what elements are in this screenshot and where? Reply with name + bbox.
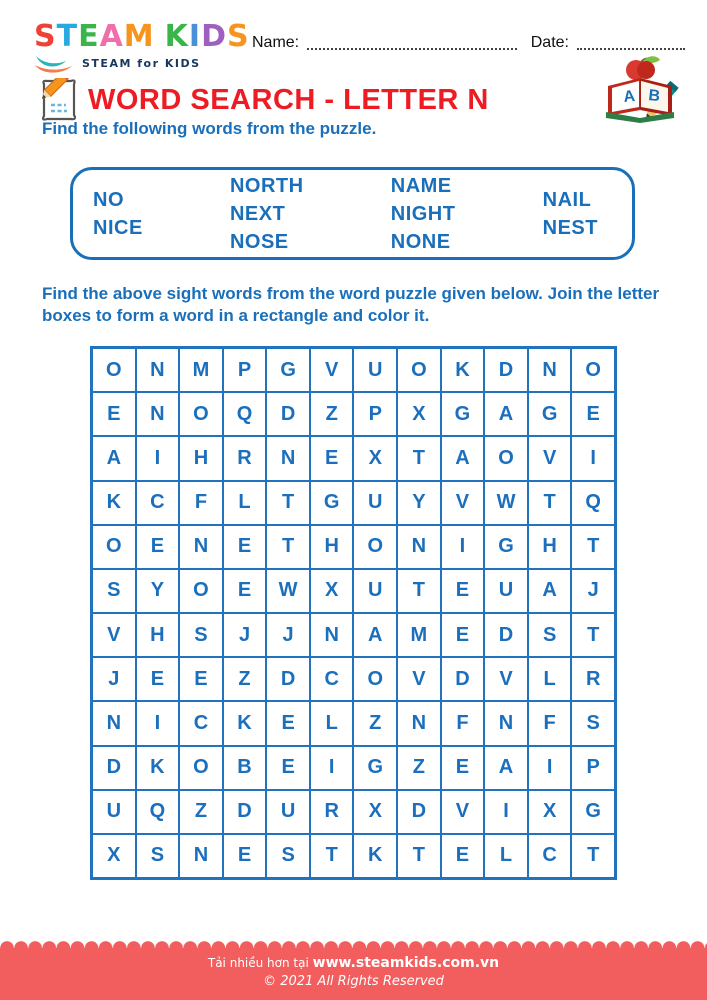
grid-cell[interactable]: O [353,525,397,569]
grid-cell[interactable]: Y [397,481,441,525]
grid-cell[interactable]: X [310,569,354,613]
date-input-line[interactable] [577,34,685,50]
grid-cell[interactable]: E [310,436,354,480]
abc-book-icon [600,52,684,124]
word-item: NICE [93,216,143,239]
grid-cell[interactable]: R [571,657,615,701]
grid-cell[interactable]: V [484,657,528,701]
grid-cell[interactable]: U [353,348,397,392]
grid-cell[interactable]: D [92,746,136,790]
grid-cell[interactable]: I [528,746,572,790]
grid-cell[interactable]: V [441,481,485,525]
grid-cell[interactable]: N [136,348,180,392]
grid-cell[interactable]: E [441,746,485,790]
grid-cell[interactable]: E [441,613,485,657]
grid-cell[interactable]: C [179,701,223,745]
grid-cell[interactable]: E [266,701,310,745]
grid-cell[interactable]: G [528,392,572,436]
grid-cell[interactable]: P [353,392,397,436]
grid-cell[interactable]: V [397,657,441,701]
logo-letter: A [99,19,124,54]
grid-cell[interactable]: Z [179,790,223,834]
grid-cell[interactable]: K [441,348,485,392]
scallop-border [0,939,707,948]
date-label: Date: [530,34,569,51]
logo-swoosh-icon [34,55,78,73]
grid-cell[interactable]: Z [223,657,267,701]
grid-cell[interactable]: T [397,834,441,878]
grid-cell[interactable]: N [92,701,136,745]
grid-cell[interactable]: Z [397,746,441,790]
grid-cell[interactable]: O [92,525,136,569]
word-item: NOSE [229,230,289,253]
svg-text:B: B [647,87,661,106]
grid-cell[interactable]: I [310,746,354,790]
grid-cell[interactable]: S [179,613,223,657]
word-column [543,186,598,242]
grid-cell[interactable]: M [397,613,441,657]
grid-cell[interactable]: Z [353,701,397,745]
grid-cell[interactable]: O [397,348,441,392]
grid-cell[interactable]: Q [223,392,267,436]
word-item: NEST [542,216,598,239]
grid-cell[interactable]: F [179,481,223,525]
footer-download-line [0,955,707,971]
grid-cell[interactable]: Q [136,790,180,834]
grid-cell[interactable]: S [571,701,615,745]
grid-cell[interactable]: U [353,481,397,525]
grid-cell[interactable]: F [441,701,485,745]
logo-letter: M [123,19,155,54]
word-column [230,172,304,256]
grid-cell[interactable]: X [397,392,441,436]
grid-cell[interactable]: T [266,525,310,569]
grid-cell[interactable]: L [223,481,267,525]
grid-cell[interactable]: A [441,436,485,480]
grid-cell[interactable]: T [571,613,615,657]
grid-cell[interactable]: T [571,834,615,878]
grid-cell[interactable]: Z [310,392,354,436]
grid-cell[interactable]: X [528,790,572,834]
grid-cell[interactable]: H [179,436,223,480]
grid-cell[interactable]: E [136,525,180,569]
instruction-text: Find the above sight words from the word puzzle given below. Join the letter boxes to form a word in a rectangle and color it. [42,284,660,325]
footer [0,939,707,1000]
grid-cell[interactable]: U [266,790,310,834]
grid-cell[interactable]: N [484,701,528,745]
word-item: NONE [390,230,451,253]
grid-cell[interactable]: X [353,790,397,834]
grid-cell[interactable]: E [136,657,180,701]
grid-cell[interactable]: K [136,746,180,790]
grid-cell[interactable]: A [92,436,136,480]
page-title: WORD SEARCH - LETTER N [88,83,489,116]
name-label: Name: [252,34,300,51]
word-item: NAME [390,174,452,197]
grid-cell[interactable]: T [266,481,310,525]
grid-cell[interactable]: J [92,657,136,701]
grid-cell[interactable]: K [92,481,136,525]
grid-cell[interactable]: B [223,746,267,790]
grid-cell[interactable]: D [484,348,528,392]
grid-cell[interactable]: A [528,569,572,613]
grid-cell[interactable]: E [571,392,615,436]
grid-cell[interactable]: Q [571,481,615,525]
steamkids-logo [34,19,250,73]
grid-cell[interactable]: N [397,525,441,569]
grid-cell[interactable]: X [92,834,136,878]
grid-cell[interactable]: S [528,613,572,657]
grid-cell[interactable]: T [310,834,354,878]
logo-subtitle: STEAM for KIDS [82,57,201,70]
grid-cell[interactable]: O [179,746,223,790]
grid-cell[interactable]: E [223,569,267,613]
grid-cell[interactable]: N [136,392,180,436]
logo-wordmark [34,19,250,54]
grid-cell[interactable]: I [136,701,180,745]
grid-cell[interactable]: W [484,481,528,525]
grid-cell[interactable]: R [310,790,354,834]
name-date-row [252,34,685,54]
footer-website-link[interactable]: www.steamkids.com.vn [312,955,500,971]
subtitle-text: Find the following words from the puzzle. [42,119,377,138]
footer-download-prefix: Tải nhiều hơn tại [207,956,313,970]
grid-cell[interactable]: G [266,348,310,392]
grid-cell[interactable]: E [223,834,267,878]
grid-cell[interactable]: R [223,436,267,480]
logo-letter: S [226,19,250,54]
word-item: NO [93,188,124,211]
grid-cell[interactable]: A [484,392,528,436]
grid-cell[interactable]: N [528,348,572,392]
grid-cell[interactable]: C [528,834,572,878]
grid-cell[interactable]: E [223,525,267,569]
grid-cell[interactable]: D [266,657,310,701]
grid-cell[interactable]: T [397,436,441,480]
grid-cell[interactable]: K [353,834,397,878]
word-item: NAIL [542,188,592,211]
grid-cell[interactable]: D [484,613,528,657]
grid-cell[interactable]: E [92,392,136,436]
grid-cell[interactable]: N [397,701,441,745]
grid-cell[interactable]: J [571,569,615,613]
grid-cell[interactable]: G [571,790,615,834]
grid-cell[interactable]: H [310,525,354,569]
grid-cell[interactable]: E [441,569,485,613]
word-item: NEXT [229,202,286,225]
grid-cell[interactable]: L [528,657,572,701]
grid-cell[interactable]: J [266,613,310,657]
grid-cell[interactable]: O [179,569,223,613]
grid-cell[interactable]: L [484,834,528,878]
grid-cell[interactable]: S [266,834,310,878]
grid-cell[interactable]: Y [136,569,180,613]
grid-cell[interactable]: O [484,436,528,480]
grid-cell[interactable]: G [484,525,528,569]
grid-cell[interactable]: S [136,834,180,878]
grid-cell[interactable]: C [310,657,354,701]
grid-cell[interactable]: E [266,746,310,790]
grid-cell[interactable]: D [397,790,441,834]
footer-band [0,948,707,1000]
grid-cell[interactable]: H [528,525,572,569]
grid-cell[interactable]: I [484,790,528,834]
grid-cell[interactable]: S [92,569,136,613]
grid-cell[interactable]: J [223,613,267,657]
grid-cell[interactable]: G [310,481,354,525]
grid-cell[interactable]: D [441,657,485,701]
grid-cell[interactable]: E [179,657,223,701]
grid-cell[interactable]: D [223,790,267,834]
grid-cell[interactable]: T [528,481,572,525]
grid-cell[interactable]: O [353,657,397,701]
word-item: NORTH [229,174,304,197]
logo-letter: S [34,19,57,54]
grid-cell[interactable]: U [484,569,528,613]
logo-letter: D [201,19,227,54]
grid-cell[interactable]: P [571,746,615,790]
grid-cell[interactable]: V [310,348,354,392]
grid-cell[interactable]: M [179,348,223,392]
logo-letter: E [78,19,100,54]
grid-cell[interactable]: V [528,436,572,480]
grid-cell[interactable]: F [528,701,572,745]
word-list [70,167,635,260]
grid-cell[interactable]: D [266,392,310,436]
word-item: NIGHT [390,202,456,225]
grid-cell[interactable]: O [92,348,136,392]
logo-letter: T [56,19,79,54]
grid-cell[interactable]: N [310,613,354,657]
grid-cell[interactable]: U [353,569,397,613]
grid-cell[interactable]: G [353,746,397,790]
grid-cell[interactable]: I [136,436,180,480]
grid-cell[interactable]: U [92,790,136,834]
grid-cell[interactable]: K [223,701,267,745]
grid-cell[interactable]: E [441,834,485,878]
grid-cell[interactable]: N [179,834,223,878]
grid-cell[interactable]: W [266,569,310,613]
grid-cell[interactable]: L [310,701,354,745]
pencil-note-icon [38,78,80,122]
svg-text:A: A [622,87,636,106]
footer-copyright: © 2021 All Rights Reserved [263,974,444,989]
grid-cell[interactable]: N [266,436,310,480]
grid-cell[interactable]: T [397,569,441,613]
grid-cell[interactable]: A [484,746,528,790]
grid-cell[interactable]: A [353,613,397,657]
word-column [93,186,143,242]
grid-cell[interactable]: C [136,481,180,525]
grid-cell[interactable]: X [353,436,397,480]
title-row [38,78,489,122]
grid-cell[interactable]: I [441,525,485,569]
grid-cell[interactable]: H [136,613,180,657]
word-column [391,172,456,256]
grid-cell[interactable]: O [179,392,223,436]
logo-letter: I [188,19,202,54]
puzzle-grid [90,346,617,880]
grid-cell[interactable]: P [223,348,267,392]
name-input-line[interactable] [307,34,517,50]
logo-letter: K [164,19,189,54]
grid-cell[interactable]: V [92,613,136,657]
grid-cell[interactable]: G [441,392,485,436]
grid-cell[interactable]: V [441,790,485,834]
grid-cell[interactable]: O [571,348,615,392]
grid-cell[interactable]: T [571,525,615,569]
grid-cell[interactable]: N [179,525,223,569]
grid-cell[interactable]: I [571,436,615,480]
